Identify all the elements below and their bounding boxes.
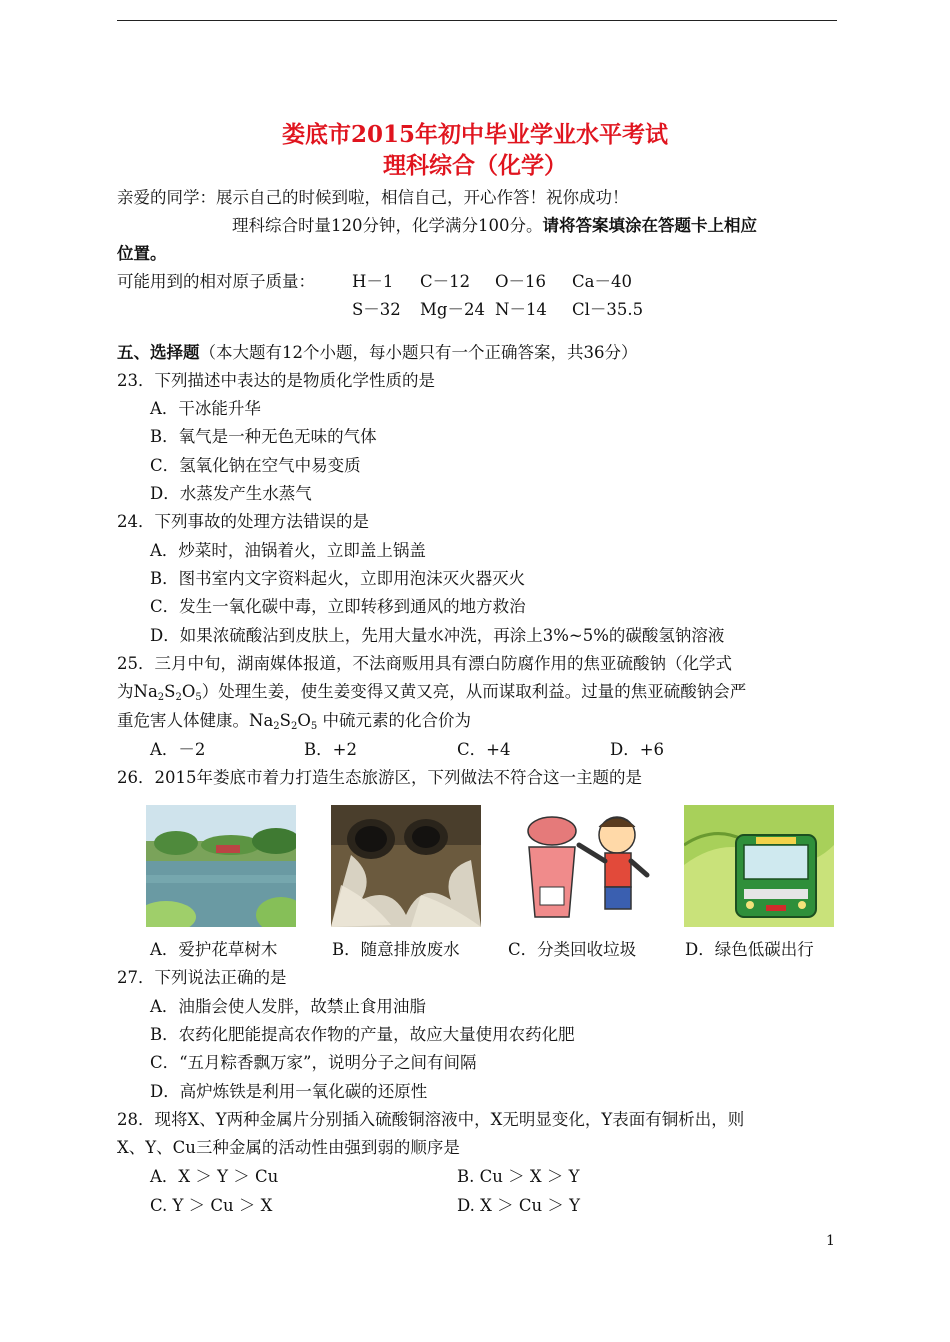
atomic-mass-n: N－14 bbox=[495, 300, 547, 319]
exam-title: 娄底市2015年初中毕业学业水平考试 bbox=[281, 121, 668, 148]
section-heading: 五、选择题（本大题有12个小题，每小题只有一个正确答案，共36分） bbox=[117, 343, 638, 362]
greeting: 亲爱的同学：展示自己的时候到啦，相信自己，开心作答！祝你成功！ bbox=[117, 188, 629, 207]
q26-stem: 26．2015年娄底市着力打造生态旅游区，下列做法不符合这一主题的是 bbox=[117, 768, 642, 787]
q23-option-d: D．水蒸发产生水蒸气 bbox=[150, 484, 312, 503]
atomic-mass-mg: Mg－24 bbox=[420, 300, 485, 319]
q26-option-a: A．爱护花草树木 bbox=[150, 940, 278, 959]
q24-option-c: C．发生一氧化碳中毒，立即转移到通风的地方救治 bbox=[150, 597, 526, 616]
q26-option-b: B．随意排放废水 bbox=[332, 940, 460, 959]
q25-option-d: D．+6 bbox=[610, 740, 665, 759]
park-landscape-image bbox=[146, 805, 296, 927]
q27-option-a: A．油脂会使人发胖，故禁止食用油脂 bbox=[150, 997, 426, 1016]
atomic-mass-cl: Cl－35.5 bbox=[572, 300, 644, 319]
q23-option-b: B．氧气是一种无色无味的气体 bbox=[150, 427, 377, 446]
atomic-mass-c: C－12 bbox=[420, 272, 471, 291]
atomic-mass-ca: Ca－40 bbox=[572, 272, 632, 291]
q28-stem-line1: 28．现将X、Y两种金属片分别插入硫酸铜溶液中，X无明显变化，Y表面有铜析出，则 bbox=[117, 1110, 745, 1129]
header-rule bbox=[117, 20, 837, 21]
q24-stem: 24．下列事故的处理方法错误的是 bbox=[117, 512, 369, 531]
q25-stem-line2: 为$Na_2S_2O_5$）处理生姜，使生姜变得又黄又亮，从而谋取利益。过量的焦亚硫酸钠会严 bbox=[117, 682, 747, 703]
q24-option-a: A．炒菜时，油锅着火，立即盖上锅盖 bbox=[150, 541, 426, 560]
atomic-mass-s: S－32 bbox=[352, 300, 401, 319]
q23-option-a: A．干冰能升华 bbox=[150, 399, 261, 418]
q26-option-c: C．分类回收垃圾 bbox=[508, 940, 637, 959]
q27-option-b: B．农药化肥能提高农作物的产量，故应大量使用农药化肥 bbox=[150, 1025, 575, 1044]
page-number: 1 bbox=[826, 1233, 835, 1249]
q25-option-b: B．+2 bbox=[304, 740, 357, 759]
q23-option-c: C．氢氧化钠在空气中易变质 bbox=[150, 456, 361, 475]
q24-option-d: D．如果浓硫酸沾到皮肤上，先用大量水冲洗，再涂上3%~5%的碳酸氢钠溶液 bbox=[150, 626, 725, 645]
atomic-mass-o: O－16 bbox=[495, 272, 547, 291]
q27-stem: 27．下列说法正确的是 bbox=[117, 968, 287, 987]
q27-option-c: C．“五月粽香飘万家”，说明分子之间有间隔 bbox=[150, 1053, 477, 1072]
green-bus-image bbox=[684, 805, 834, 927]
q26-option-d: D．绿色低碳出行 bbox=[685, 940, 814, 959]
q25-stem-line3: 重危害人体健康。$Na_2S_2O_5$ 中硫元素的化合价为 bbox=[117, 711, 471, 732]
q28-option-a: A．X ＞ Y ＞ Cu bbox=[150, 1167, 279, 1186]
q25-stem-line1: 25．三月中旬，湖南媒体报道，不法商贩用具有漂白防腐作用的焦亚硫酸钠（化学式 bbox=[117, 654, 732, 673]
atomic-mass-h: H－1 bbox=[352, 272, 394, 291]
atomic-mass-label: 可能用到的相对原子质量： bbox=[117, 272, 315, 291]
q27-option-d: D．高炉炼铁是利用一氧化碳的还原性 bbox=[150, 1082, 428, 1101]
q24-option-b: B．图书室内文字资料起火，立即用泡沫灭火器灭火 bbox=[150, 569, 526, 588]
exam-subtitle: 理科综合（化学） bbox=[383, 152, 567, 179]
recycling-bin-cartoon-image bbox=[507, 805, 657, 927]
time-note: 理科综合时量120分钟，化学满分100分。请将答案填涂在答题卡上相应 bbox=[232, 216, 757, 235]
time-note-continued: 位置。 bbox=[117, 244, 167, 263]
q28-option-b: B. Cu ＞ X ＞ Y bbox=[457, 1167, 580, 1186]
q28-option-d: D. X ＞ Cu ＞ Y bbox=[457, 1196, 581, 1215]
q25-option-c: C．+4 bbox=[457, 740, 511, 759]
q25-option-a: A．－2 bbox=[150, 740, 206, 759]
wastewater-outfall-image bbox=[331, 805, 481, 927]
q23-stem: 23．下列描述中表达的是物质化学性质的是 bbox=[117, 371, 435, 390]
q28-option-c: C. Y ＞ Cu ＞ X bbox=[150, 1196, 273, 1215]
q28-stem-line2: X、Y、Cu三种金属的活动性由强到弱的顺序是 bbox=[117, 1138, 460, 1157]
